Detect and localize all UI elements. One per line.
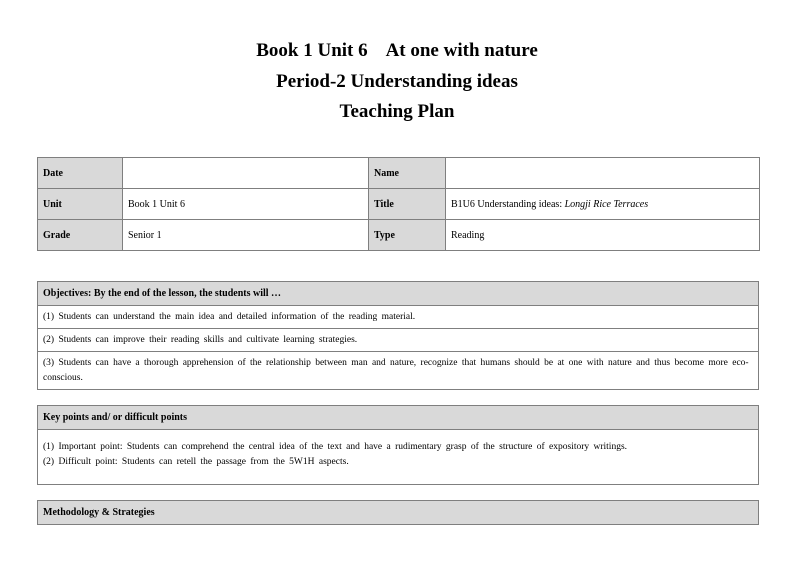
name-label: Name [369, 158, 446, 189]
type-label: Type [369, 220, 446, 251]
unit-label: Unit [38, 189, 123, 220]
type-value: Reading [446, 220, 760, 251]
objectives-header: Objectives: By the end of the lesson, the students will … [37, 281, 759, 306]
name-value [446, 158, 760, 189]
unit-value: Book 1 Unit 6 [123, 189, 369, 220]
date-label: Date [38, 158, 123, 189]
title-value [446, 189, 760, 220]
table-row [38, 220, 760, 251]
objective-item: (1) Students can understand the main idea and detailed information of the reading material. [37, 306, 759, 329]
key-points-body [37, 430, 759, 485]
date-value [123, 158, 369, 189]
table-row [38, 189, 760, 220]
key-point-item: (1) Important point: Students can comprehend the central idea of the text and have a rudimentary grasp of the structure of expository writings. [43, 442, 628, 452]
methodology-header: Methodology & Strategies [37, 500, 759, 525]
document-title [0, 36, 794, 128]
title-line-1: Book 1 Unit 6 At one with nature [256, 40, 538, 61]
key-points-section [37, 405, 759, 485]
title-line-3: Teaching Plan [339, 101, 455, 122]
info-table [37, 157, 760, 251]
title-value-prefix: B1U6 Understanding ideas: [451, 198, 563, 210]
objective-item: (3) Students can have a thorough apprehension of the relationship between man and nature, recognize that humans should be at one with nature and thus become more eco-conscious. [37, 352, 759, 390]
title-label: Title [369, 189, 446, 220]
key-point-item: (2) Difficult point: Students can retell the passage from the 5W1H aspects. [43, 457, 349, 467]
title-value-italic: Longji Rice Terraces [564, 198, 649, 210]
title-line-2: Period-2 Understanding ideas [276, 70, 518, 92]
objectives-section [37, 281, 759, 390]
methodology-section [37, 500, 759, 525]
grade-value: Senior 1 [123, 220, 369, 251]
table-row [38, 158, 760, 189]
objective-item: (2) Students can improve their reading skills and cultivate learning strategies. [37, 329, 759, 352]
key-points-header: Key points and/ or difficult points [37, 405, 759, 430]
grade-label: Grade [38, 220, 123, 251]
